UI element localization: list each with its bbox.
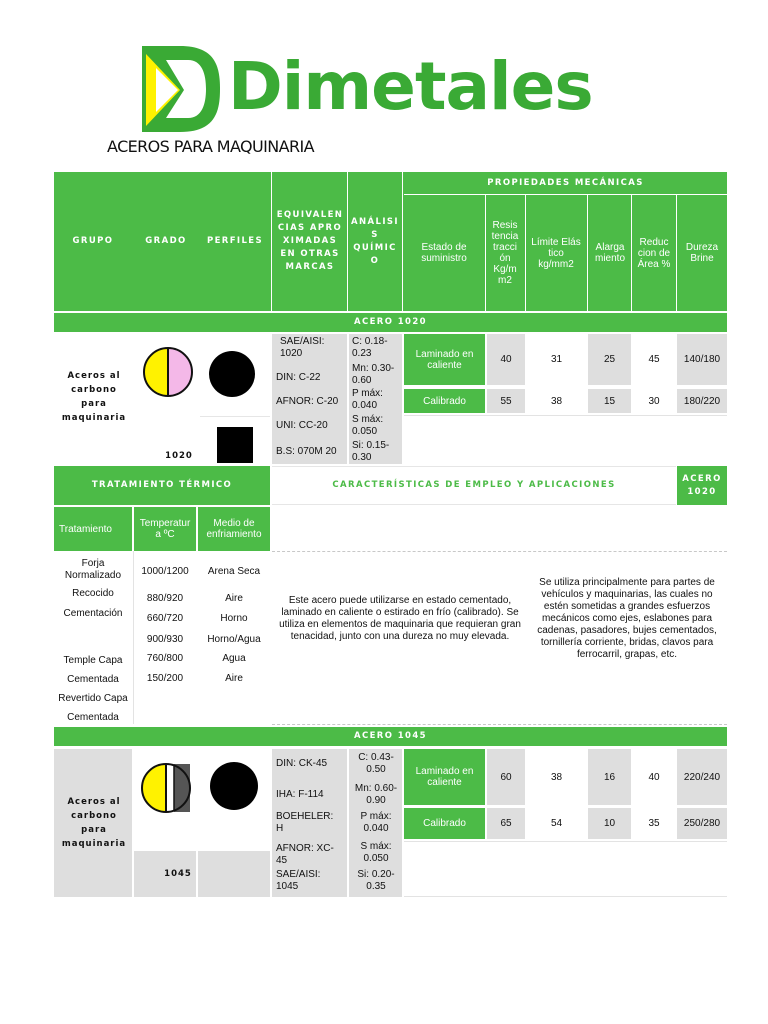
- perfil-redondo-icon: [209, 351, 255, 397]
- red-1045-1: 35: [648, 818, 660, 829]
- temp-5: 150/200: [146, 673, 184, 684]
- res-1020-1: 55: [487, 389, 525, 413]
- section-acero-1045: ACERO 1045: [54, 727, 727, 746]
- temp-4: 760/800: [146, 653, 184, 664]
- anal-1020-0: C: 0.18-0.23: [352, 336, 388, 359]
- estado-1045-calibrado: Calibrado: [404, 808, 485, 839]
- res-1045-1: 65: [487, 808, 525, 839]
- col-perfiles: PERFILES: [206, 236, 264, 246]
- col-temperatura: Temperatur a ºC: [134, 507, 196, 551]
- equiv-1020-0: SAE/AISI: 1020: [280, 336, 325, 359]
- col-limite: Límite Elás tico kg/mm2: [531, 236, 581, 270]
- equivalencias-1045: [272, 749, 347, 897]
- col-analisis: ANÁLISI S QUÍMIC O: [351, 216, 399, 266]
- section-caracteristicas: CARACTERÍSTICAS DE EMPLEO Y APLICACIONES: [272, 466, 676, 505]
- red-1020-0: 45: [648, 354, 660, 365]
- equiv-1020-1: DIN: C-22: [276, 372, 321, 383]
- medio-5: Aire: [225, 673, 243, 684]
- col-alargamiento: Alarga miento: [594, 242, 625, 264]
- equivalencias-1020: [272, 334, 347, 464]
- red-1020-1: 30: [648, 395, 660, 407]
- trat-temple: Temple Capa: [63, 655, 123, 666]
- grado-1045-swatch: [140, 762, 192, 814]
- equiv-1045-4: SAE/AISI: 1045: [276, 869, 321, 892]
- anal-1020-2: P máx: 0.040: [352, 388, 383, 411]
- medio-4: Agua: [222, 653, 246, 664]
- medio-0: Arena Seca: [207, 566, 261, 577]
- tratamientos-list: [54, 556, 132, 728]
- col-grupo: GRUPO: [72, 236, 114, 246]
- caracteristicas-text-left: Este acero puede utilizarse en estado cementado, laminado en caliente o estirado en frío (calibrado). Se utiliza en elementos de maquinaria que requieran gran tenacidad, junto con una dureza no muy elevada.: [279, 595, 521, 642]
- ala-1045-1: 10: [588, 808, 631, 839]
- col-tratamiento: Tratamiento: [54, 507, 132, 551]
- estado-1045-laminado: Laminado en caliente: [404, 749, 485, 805]
- col-resistencia: Resis tencia tracci ón Kg/m m2: [491, 220, 519, 286]
- analisis-1020: [349, 334, 402, 464]
- col-dureza: Dureza Brine: [685, 242, 719, 264]
- medio-2: Horno: [220, 613, 248, 624]
- res-1020-0: 40: [487, 334, 525, 385]
- col-reduccion: Reduc cion de Área %: [637, 236, 671, 270]
- trat-cementada: Cementada: [67, 674, 119, 685]
- col-medio: Medio de enfriamiento: [198, 507, 270, 551]
- equiv-1020-3: UNI: CC-20: [276, 420, 328, 431]
- caracteristicas-acero-label: ACERO 1020: [677, 466, 727, 505]
- equiv-1045-0: DIN: CK-45: [276, 758, 328, 769]
- col-grado: GRADO: [145, 236, 187, 246]
- lim-1045-0: 38: [550, 771, 563, 783]
- section-tratamiento: TRATAMIENTO TÉRMICO: [54, 466, 270, 505]
- temperaturas-list: [134, 562, 196, 689]
- dur-1020-1: 180/220: [677, 389, 727, 413]
- estado-1020-laminado: Laminado en caliente: [404, 334, 485, 385]
- grupo-1045: Aceros al carbono para maquinaria: [61, 797, 127, 849]
- grado-1020-label: 1020: [165, 451, 193, 461]
- lim-1045-1: 54: [550, 818, 563, 829]
- analisis-1045: [349, 749, 402, 897]
- caracteristicas-text-right: Se utiliza principalmente para partes de vehículos y maquinarias, las cuales no estén sometidas a grandes esfuerzos mecánicos como ejes, eslabones para cadenas, pasadores, bujes cementados, tornillería corriente, bridas, clavos para ferrocarril, grapas, etc.: [537, 577, 717, 660]
- ala-1045-0: 16: [588, 749, 631, 805]
- perfil-cuadrado-icon: [217, 427, 253, 463]
- equiv-1045-3: AFNOR: XC-45: [276, 843, 334, 866]
- estado-1020-calibrado: Calibrado: [404, 389, 485, 413]
- ala-1020-1: 15: [588, 389, 631, 413]
- temp-2: 660/720: [146, 613, 184, 624]
- anal-1045-2: P máx: 0.040: [360, 811, 392, 834]
- grado-1045-label: 1045: [164, 869, 192, 879]
- temp-3: 900/930: [146, 634, 184, 645]
- equiv-1045-1: IHA: F-114: [276, 789, 324, 800]
- anal-1020-3: S máx: 0.050: [352, 414, 384, 437]
- trat-forja: Forja Normalizado: [64, 558, 122, 581]
- col-estado: Estado de suministro: [421, 242, 467, 264]
- medio-1: Aire: [225, 593, 243, 604]
- anal-1045-1: Mn: 0.60-0.90: [354, 783, 398, 806]
- equiv-1020-2: AFNOR: C-20: [276, 396, 339, 407]
- red-1045-0: 40: [648, 771, 660, 783]
- anal-1020-1: Mn: 0.30-0.60: [352, 363, 395, 386]
- trat-cementada-2: Cementada: [67, 712, 119, 723]
- anal-1045-3: S máx: 0.050: [360, 841, 392, 864]
- temp-0: 1000/1200: [141, 566, 189, 577]
- anal-1045-0: C: 0.43-0.50: [358, 752, 394, 775]
- trat-revertido: Revertido Capa: [58, 693, 128, 704]
- anal-1020-4: Si: 0.15-0.30: [352, 440, 390, 463]
- trat-recocido: Recocido: [72, 588, 114, 599]
- section-acero-1020: ACERO 1020: [54, 313, 727, 332]
- dur-1045-0: 220/240: [677, 749, 727, 805]
- perfil-1045-redondo-icon: [210, 762, 258, 810]
- equiv-1020-4: B.S: 070M 20: [276, 446, 337, 457]
- brand-name: Dimetales: [228, 48, 593, 125]
- trat-vacio: [54, 624, 132, 652]
- trat-cementacion: Cementación: [63, 608, 123, 619]
- grupo-1020: Aceros al carbono para maquinaria: [61, 371, 127, 423]
- grado-1020-swatch: [142, 346, 194, 398]
- medios-list: [198, 562, 270, 689]
- temp-1: 880/920: [146, 593, 184, 604]
- ala-1020-0: 25: [588, 334, 631, 385]
- res-1045-0: 60: [487, 749, 525, 805]
- col-equivalencias: EQUIVALEN CIAS APRO XIMADAS EN OTRAS MARCAS: [276, 210, 344, 272]
- lim-1020-0: 31: [550, 354, 563, 365]
- anal-1045-4: Si: 0.20-0.35: [357, 869, 395, 892]
- equiv-1045-2: BOEHELER: H: [276, 811, 334, 834]
- dur-1020-0: 140/180: [677, 334, 727, 385]
- lim-1020-1: 38: [550, 395, 563, 407]
- page-title: ACEROS PARA MAQUINARIA: [107, 137, 314, 156]
- medio-3: Horno/Agua: [207, 634, 261, 645]
- col-propiedades: PROPIEDADES MECÁNICAS: [487, 177, 644, 188]
- dur-1045-1: 250/280: [677, 808, 727, 839]
